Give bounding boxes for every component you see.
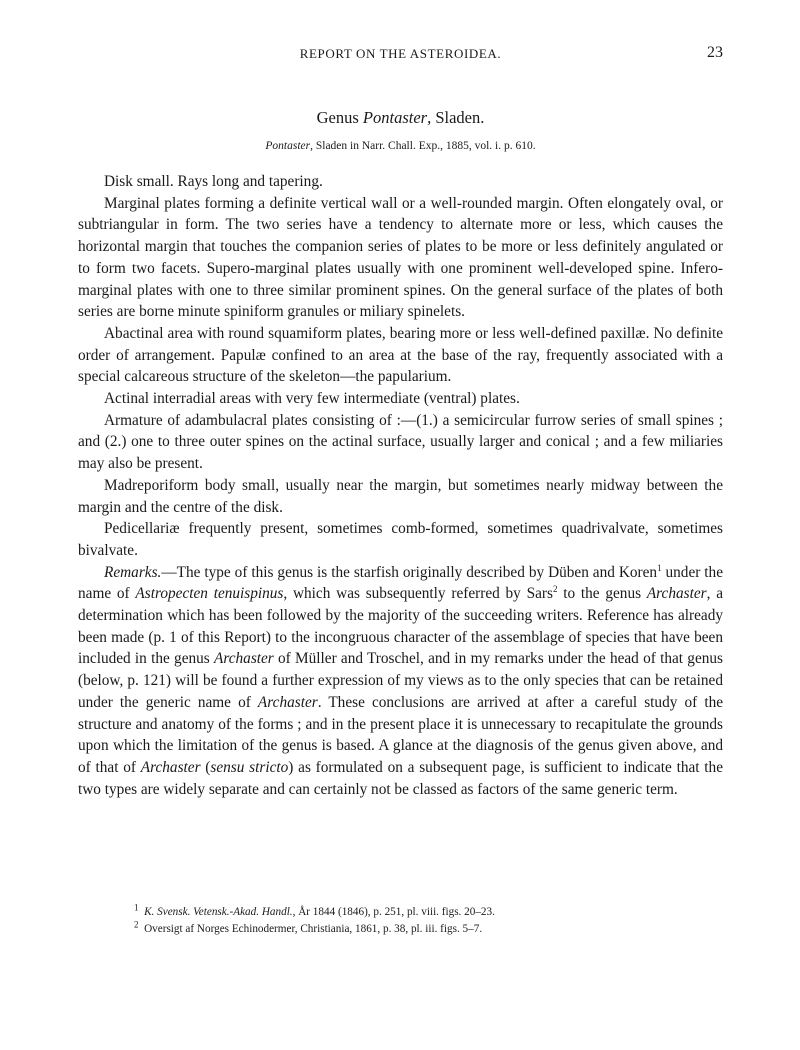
remarks-text: , a determination which has been followed by the majority of the succeeding writers. Reference has already been made (p. 1 of this Report) to the incongruous character of the assemblage of species that have been included in the genus	[78, 585, 723, 668]
diagnosis-abactinal-area: Abactinal area with round squamiform plates, bearing more or less well-defined paxillæ. No definite order of arrangement. Papulæ confined to an area at the base of the ray, frequently associated with a special calcareous structure of the skeleton—the papularium.	[78, 324, 723, 386]
remarks-text: of Müller and Troschel, and in my remarks under the head of that genus (below, p. 121) will be found a further expression of my views as to the only species that can be retained under the generic name of	[78, 650, 723, 711]
footnote-text: Oversigt af Norges Echinodermer, Christiania, 1861, p. 38, pl. iii. figs. 5–7.	[144, 923, 483, 935]
remarks-text: to the genus	[557, 585, 647, 603]
genus-reference: Archaster	[140, 758, 201, 776]
footnote-mark-1: 1	[134, 902, 139, 913]
remarks-text: . These conclusions are arrived at after a careful study of the structure and anatomy of the forms ; and in the present place it is unnecessary to recapitulate the grounds upon which the limitation of the genus is based. A glance at the diagnosis of the genus given above, and of that of	[78, 693, 724, 776]
diagnosis-pedicellariae: Pedicellariæ frequently present, sometimes comb-formed, sometimes quadrivalvate, sometimes bivalvate.	[78, 520, 723, 559]
genus-author: , Sladen.	[427, 108, 485, 127]
remarks-label: Remarks.	[104, 563, 162, 581]
species-name: Astropecten tenuispinus	[135, 585, 284, 603]
footnote-ref-2: 2	[552, 584, 558, 595]
genus-reference: Archaster	[257, 693, 318, 711]
remarks-text: ) as formulated on a subsequent page, is sufficient to indicate that the two types are widely separate and can certainly not be classed as factors of the same generic term.	[78, 758, 723, 798]
genus-reference: Archaster	[214, 650, 274, 668]
footnotes	[78, 904, 723, 938]
remarks-text: —The type of this genus is the starfish originally described by Düben and Koren	[161, 563, 658, 581]
running-head: REPORT ON THE ASTEROIDEA.	[299, 46, 502, 61]
diagnosis-actinal-areas: Actinal interradial areas with very few intermediate (ventral) plates.	[104, 390, 520, 408]
remarks-text: (	[200, 758, 211, 776]
sensu-stricto: sensu stricto	[210, 758, 289, 776]
genus-name: Pontaster	[362, 108, 428, 127]
footnote-2	[78, 921, 723, 938]
genus-prefix: Genus	[316, 108, 363, 127]
diagnosis-marginal-plates: Marginal plates forming a definite vertical wall or a well-rounded margin. Often elongately oval, or subtriangular in form. The two series have a tendency to alternate more or less, which causes the horizontal margin that touches the companion series of plates to be more or less definitely angulated or to form two facets. Supero-marginal plates usually with one prominent well-developed spine. Infero-marginal plates with one to three similar prominent spines. On the general surface of the plates of both series are borne minute spiniform granules or miliary spinelets.	[78, 194, 723, 321]
page-number: 23	[707, 44, 723, 61]
diagnosis-madreporiform-body: Madreporiform body small, usually near the margin, but sometimes nearly midway between the margin and the centre of the disk.	[78, 476, 723, 516]
footnote-text: , År 1844 (1846), p. 251, pl. viii. figs. 20–23.	[292, 906, 495, 918]
diagnosis-disk: Disk small. Rays long and tapering.	[104, 173, 323, 190]
citation-genus: Pontaster	[265, 140, 311, 152]
footnote-ref-1: 1	[657, 562, 662, 573]
remarks-text: under the name of	[78, 563, 723, 603]
citation-reference: , Sladen in Narr. Chall. Exp., 1885, vol. i. p. 610.	[310, 140, 536, 152]
genus-citation	[78, 140, 723, 152]
remarks-text: , which was subsequently referred by Sars	[283, 585, 553, 603]
footnote-journal: K. Svensk. Vetensk.-Akad. Handl.	[144, 906, 293, 918]
genus-title	[78, 108, 723, 128]
footnote-1	[78, 904, 723, 921]
remarks-paragraph	[78, 562, 723, 801]
diagnosis-adambulacral-armature: Armature of adambulacral plates consisting of :—(1.) a semicircular furrow series of small spines ; and (2.) one to three outer spines on the actinal surface, usually larger and conical ; and a few miliaries may also be present.	[78, 411, 723, 473]
footnote-mark-2: 2	[134, 919, 139, 930]
body-text	[78, 171, 723, 800]
genus-reference: Archaster	[646, 585, 707, 603]
